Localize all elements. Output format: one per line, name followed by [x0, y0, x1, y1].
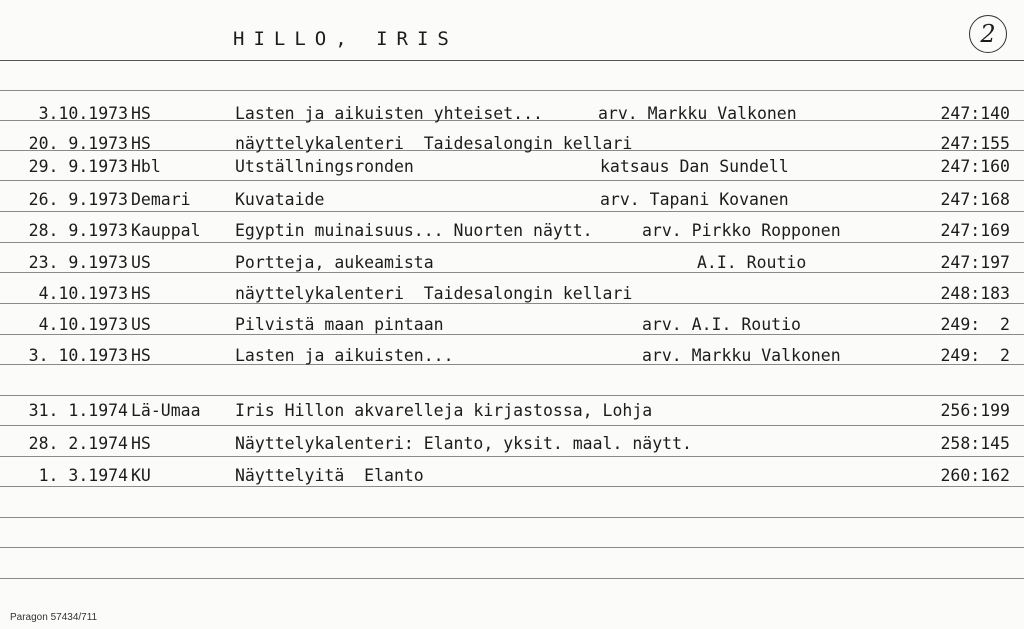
entry-title: Lasten ja aikuisten yhteiset... — [235, 104, 543, 123]
entry-ref: 249: 2 — [940, 346, 1010, 365]
card-number-circled: 2 — [969, 15, 1007, 53]
entry-ref: 258:145 — [940, 434, 1010, 453]
entry-ref: 260:162 — [940, 466, 1010, 485]
entry-source: HS — [131, 434, 151, 453]
card-entry — [0, 153, 1024, 181]
entry-date: 3. 10.1973 — [28, 346, 128, 365]
entry-source: HS — [131, 104, 151, 123]
entry-title: Näyttelykalenteri: Elanto, yksit. maal. näytt. — [235, 434, 692, 453]
entry-ref: 247:160 — [940, 157, 1010, 176]
card-entry — [0, 342, 1024, 370]
entry-ref: 247:140 — [940, 104, 1010, 123]
entry-date: 26. 9.1973 — [28, 190, 128, 209]
ruled-line — [0, 395, 1024, 396]
entry-title: Näyttelyitä Elanto — [235, 466, 424, 485]
ruled-line — [0, 425, 1024, 426]
entry-source: Kauppal — [131, 221, 201, 240]
entry-date: 20. 9.1973 — [28, 134, 128, 153]
entry-source: Lä-Umaa — [131, 401, 201, 420]
card-entry — [0, 249, 1024, 277]
entry-ref: 256:199 — [940, 401, 1010, 420]
entry-title: Pilvistä maan pintaan — [235, 315, 444, 334]
entry-ref: 249: 2 — [940, 315, 1010, 334]
entry-note: arv. Tapani Kovanen — [600, 190, 789, 209]
entry-title: näyttelykalenteri Taidesalongin kellari — [235, 284, 633, 303]
entry-date: 23. 9.1973 — [28, 253, 128, 272]
entry-note: A.I. Routio — [697, 253, 807, 272]
card-entry — [0, 462, 1024, 490]
entry-source: KU — [131, 466, 151, 485]
card-entry — [0, 430, 1024, 458]
ruled-line — [0, 90, 1024, 91]
entry-source: Demari — [131, 190, 191, 209]
entry-source: US — [131, 253, 151, 272]
entry-ref: 247:169 — [940, 221, 1010, 240]
entry-source: Hbl — [131, 157, 161, 176]
entry-title: Lasten ja aikuisten... — [235, 346, 454, 365]
entry-source: HS — [131, 346, 151, 365]
entry-ref: 248:183 — [940, 284, 1010, 303]
card-entry — [0, 100, 1024, 128]
entry-note: arv. Pirkko Ropponen — [642, 221, 841, 240]
entry-date: 4.10.1973 — [38, 284, 128, 303]
entry-date: 28. 9.1973 — [28, 221, 128, 240]
entry-title: Kuvataide — [235, 190, 325, 209]
entry-source: HS — [131, 134, 151, 153]
entry-ref: 247:197 — [940, 253, 1010, 272]
entry-source: US — [131, 315, 151, 334]
entry-title: Iris Hillon akvarelleja kirjastossa, Lohja — [235, 401, 653, 420]
entry-note: arv. A.I. Routio — [642, 315, 801, 334]
ruled-line — [0, 517, 1024, 518]
entry-source: HS — [131, 284, 151, 303]
card-entry — [0, 186, 1024, 214]
card-entry — [0, 311, 1024, 339]
entry-date: 4.10.1973 — [38, 315, 128, 334]
entry-title: Portteja, aukeamista — [235, 253, 434, 272]
entry-title: näyttelykalenteri Taidesalongin kellari — [235, 134, 633, 153]
entry-note: arv. Markku Valkonen — [598, 104, 797, 123]
card-entry — [0, 217, 1024, 245]
entry-date: 3.10.1973 — [38, 104, 128, 123]
entry-date: 29. 9.1973 — [28, 157, 128, 176]
ruled-line — [0, 578, 1024, 579]
ruled-line — [0, 547, 1024, 548]
entry-date: 28. 2.1974 — [28, 434, 128, 453]
entry-ref: 247:168 — [940, 190, 1010, 209]
entry-title: Egyptin muinaisuus... Nuorten näytt. — [235, 221, 593, 240]
entry-date: 1. 3.1974 — [38, 466, 128, 485]
header-rule — [0, 60, 1024, 61]
entry-title: Utställningsronden — [235, 157, 414, 176]
card-entry — [0, 280, 1024, 308]
entry-date: 31. 1.1974 — [28, 401, 128, 420]
card-entry — [0, 397, 1024, 425]
entry-note: arv. Markku Valkonen — [642, 346, 841, 365]
entry-note: katsaus Dan Sundell — [600, 157, 789, 176]
entry-ref: 247:155 — [940, 134, 1010, 153]
card-heading-name: HILLO, IRIS — [233, 28, 458, 50]
card-imprint: Paragon 57434/711 — [10, 612, 98, 623]
